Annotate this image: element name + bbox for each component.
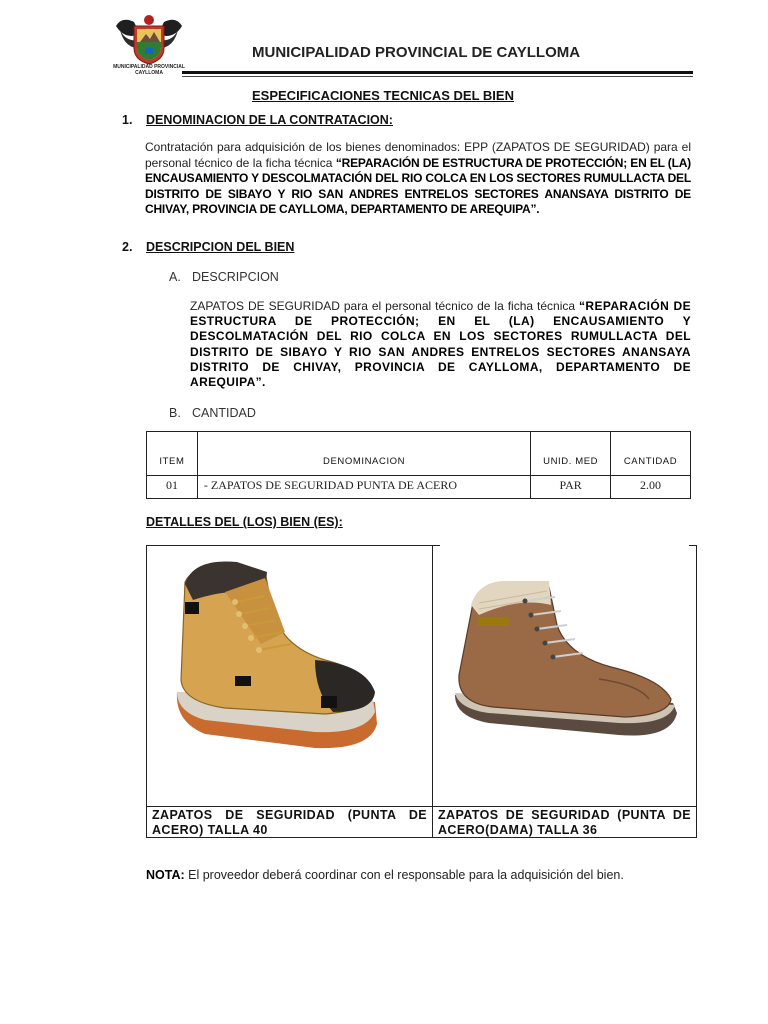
product-image-cell: [432, 545, 697, 807]
paragraph-plain-text: Contratación para adquisición de los bienes denominados: EPP (ZAPATOS DE SEGURIDAD) para el personal técnico de la ficha técnica: [145, 140, 691, 170]
paragraph-bold-text: “REPARACIÓN DE ESTRUCTURA DE PROTECCIÓN; EN EL (LA) ENCAUSAMIENTO Y DESCOLMATACIÓN DEL RIO COLCA EN LOS SECTORES RUMULLACTA DEL DISTRITO DE SIBAYO Y RIO SAN ANDRES ENTRELOS SECTORES ANANSAYA DISTRITO DE CHIVAY, PROVINCIA DE CAYLLOMA, DEPARTAMENTO DE AREQUIPA”.: [145, 155, 691, 216]
note: [146, 868, 624, 882]
table-header-row: [147, 432, 691, 476]
safety-boot-image: [165, 552, 385, 752]
header-rule-thick: [182, 71, 693, 74]
product-caption-cell: [432, 806, 697, 838]
women-boot-image: [449, 575, 681, 755]
column-header-item: ITEM: [147, 432, 198, 476]
quantity-table: [146, 431, 691, 499]
institution-title: MUNICIPALIDAD PROVINCIAL DE CAYLLOMA: [252, 44, 581, 61]
subsection-letter: A.: [169, 270, 181, 284]
product-images-grid: [146, 545, 697, 838]
logo-caption: MUNICIPALIDAD PROVINCIAL CAYLLOMA: [113, 64, 185, 76]
cell-unidad: PAR: [531, 476, 611, 499]
column-header-denominacion: DENOMINACION: [197, 432, 530, 476]
subsection-title: DESCRIPCION: [192, 270, 279, 284]
product-caption-cell: [146, 806, 433, 838]
details-title: DETALLES DEL (LOS) BIEN (ES):: [146, 515, 343, 529]
product-image-cell: [146, 545, 433, 807]
subsection-a-paragraph: [190, 299, 691, 390]
section-1-paragraph: [145, 140, 691, 218]
table-row: [147, 476, 691, 499]
section-number: 1.: [122, 113, 133, 127]
section-title: DESCRIPCION DEL BIEN: [146, 240, 295, 254]
subsection-title: CANTIDAD: [192, 406, 256, 420]
header-rule-thin: [182, 76, 693, 77]
grid-line: [432, 545, 440, 546]
grid-line: [689, 545, 697, 546]
cell-cantidad: 2.00: [611, 476, 691, 499]
note-text: El proveedor deberá coordinar con el responsable para la adquisición del bien.: [184, 868, 624, 882]
cell-item: 01: [147, 476, 198, 499]
subsection-letter: B.: [169, 406, 181, 420]
paragraph-plain-text: ZAPATOS DE SEGURIDAD para el personal técnico de la ficha técnica: [190, 299, 579, 313]
section-title: DENOMINACION DE LA CONTRATACION:: [146, 113, 393, 127]
product-caption: ZAPATOS DE SEGURIDAD (PUNTA DE ACERO) TALLA 40: [152, 808, 427, 837]
cell-denominacion: - ZAPATOS DE SEGURIDAD PUNTA DE ACERO: [197, 476, 530, 499]
column-header-cantidad: CANTIDAD: [611, 432, 691, 476]
paragraph-bold-text: “REPARACIÓN DE ESTRUCTURA DE PROTECCIÓN; EN EL (LA) ENCAUSAMIENTO Y DESCOLMATACIÓN DEL RIO COLCA EN LOS SECTORES RUMULLACTA DEL DISTRITO DE SIBAYO Y RIO SAN ANDRES ENTRELOS SECTORES ANANSAYA DISTRITO DE CHIVAY, PROVINCIA DE CAYLLOMA, DEPARTAMENTO DE AREQUIPA”.: [190, 299, 691, 390]
document-title: ESPECIFICACIONES TECNICAS DEL BIEN: [252, 88, 514, 103]
product-caption: ZAPATOS DE SEGURIDAD (PUNTA DE ACERO(DAMA) TALLA 36: [438, 808, 691, 837]
section-number: 2.: [122, 240, 133, 254]
column-header-unidad: UNID. MED: [531, 432, 611, 476]
note-label: NOTA:: [146, 868, 185, 882]
